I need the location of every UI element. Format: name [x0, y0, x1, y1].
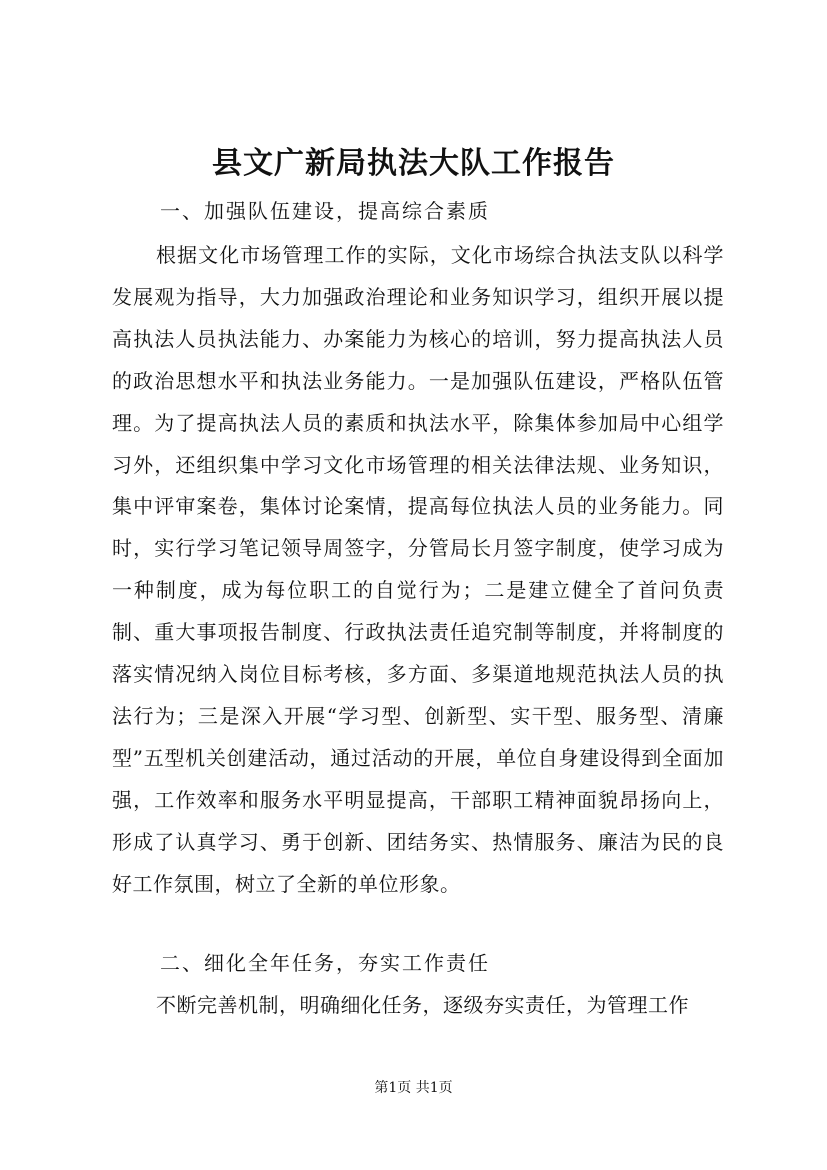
section-heading-1: 一、加强队伍建设，提高综合素质: [160, 199, 490, 223]
page-number-footer: 第1页 共1页: [374, 1080, 453, 1096]
section-paragraph-2: 不断完善机制，明确细化任务，逐级夯实责任，为管理工作: [156, 993, 689, 1017]
section-heading-2: 二、细化全年任务，夯实工作责任: [160, 951, 490, 975]
document-title: 县文广新局执法大队工作报告: [212, 146, 615, 181]
section-paragraph-1: 根据文化市场管理工作的实际，文化市场综合执法支队以科学发展观为指导，大力加强政治理论和业务知识学习，组织开展以提高执法人员执法能力、办案能力为核心的培训，努力提高执法人员的政治思想水平和执法业务能力。一是加强队伍建设，严格队伍管理。为了提高执法人员的素质和执法水平，除集体参加局中心组学习外，还组织集中学习文化市场管理的相关法律法规、业务知识，集中评审案卷，集体讨论案情，提高每位执法人员的业务能力。同时，实行学习笔记领导周签字，分管局长月签字制度，使学习成为一种制度，成为每位职工的自觉行为；二是建立健全了首问负责制、重大事项报告制度、行政执法责任追究制等制度，并将制度的落实情况纳入岗位目标考核，多方面、多渠道地规范执法人员的执法行为；三是深入开展“学习型、创新型、实干型、服务型、清廉型”五型机关创建活动，通过活动的开展，单位自身建设得到全面加强，工作效率和服务水平明显提高，干部职工精神面貌昂扬向上，形成了认真学习、勇于创新、团结务实、热情服务、廉洁为民的良好工作氛围，树立了全新的单位形象。: [112, 243, 724, 896]
